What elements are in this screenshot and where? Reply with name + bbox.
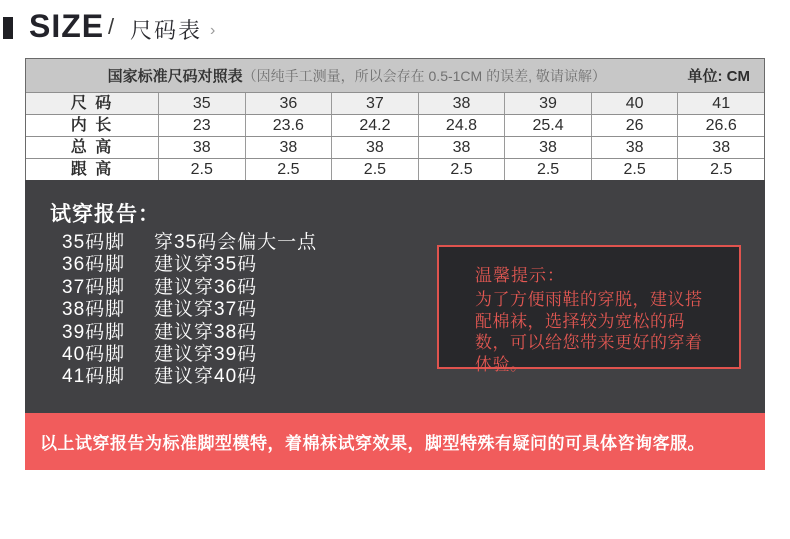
section-heading <box>0 0 790 58</box>
foot-size: 38码脚 <box>62 299 126 321</box>
report-row <box>62 254 317 276</box>
table-row-heel-height <box>26 158 764 180</box>
heel-height-value: 2.5 <box>245 159 332 180</box>
inner-length-value: 24.2 <box>331 115 418 136</box>
size-advice: 穿35码会偏大一点 <box>154 232 318 253</box>
total-height-value: 38 <box>677 137 764 158</box>
table-title-note: （因纯手工测量，所以会存在 0.5-1CM 的误差, 敬请谅解） <box>242 68 606 84</box>
inner-length-value: 25.4 <box>504 115 591 136</box>
size-value: 36 <box>245 93 332 114</box>
total-height-value: 38 <box>418 137 505 158</box>
foot-size: 36码脚 <box>62 254 126 276</box>
size-value: 41 <box>677 93 764 114</box>
warm-tip-box <box>437 245 741 374</box>
report-row <box>62 366 317 388</box>
report-row <box>62 299 317 321</box>
total-height-value: 38 <box>504 137 591 158</box>
report-row <box>62 322 317 344</box>
heading-size-en: SIZE <box>29 8 105 44</box>
size-advice: 建议穿36码 <box>154 276 258 298</box>
size-value: 37 <box>331 93 418 114</box>
row-label: 跟 高 <box>70 161 114 178</box>
heading-size-cn: 尺码表 <box>130 18 203 43</box>
heel-height-value: 2.5 <box>418 159 505 180</box>
inner-length-value: 26.6 <box>677 115 764 136</box>
footer-notice-bar <box>25 413 765 470</box>
table-title <box>26 65 688 86</box>
table-title-bold: 国家标准尺码对照表 <box>107 68 243 85</box>
heel-height-value: 2.5 <box>591 159 678 180</box>
size-value: 39 <box>504 93 591 114</box>
heading-slash: / <box>108 14 115 39</box>
size-advice: 建议穿38码 <box>154 321 258 343</box>
foot-size: 41码脚 <box>62 366 126 388</box>
row-label: 内 长 <box>70 117 114 134</box>
size-value: 40 <box>591 93 678 114</box>
foot-size: 40码脚 <box>62 343 126 365</box>
size-value: 35 <box>158 93 245 114</box>
heel-height-value: 2.5 <box>677 159 764 180</box>
size-advice: 建议穿39码 <box>154 343 258 365</box>
table-row-total-height <box>26 136 764 158</box>
inner-length-value: 26 <box>591 115 678 136</box>
table-row-size <box>26 92 764 114</box>
size-table <box>25 58 765 181</box>
foot-size: 35码脚 <box>62 232 126 253</box>
total-height-value: 38 <box>158 137 245 158</box>
size-advice: 建议穿37码 <box>154 299 258 321</box>
table-unit-label: 单位: CM <box>687 68 750 85</box>
size-table-header <box>26 59 764 92</box>
size-advice: 建议穿35码 <box>154 254 258 276</box>
tip-title: 温馨提示： <box>475 266 565 285</box>
inner-length-value: 23.6 <box>245 115 332 136</box>
try-on-report-section <box>25 180 765 413</box>
report-row <box>62 277 317 299</box>
report-row <box>62 232 317 254</box>
foot-size: 39码脚 <box>62 321 126 343</box>
total-height-value: 38 <box>245 137 332 158</box>
footer-notice-text: 以上试穿报告为标准脚型模特，着棉袜试穿效果，脚型特殊有疑问的可具体咨询客服。 <box>40 434 705 453</box>
row-label: 总 高 <box>70 139 114 156</box>
total-height-value: 38 <box>331 137 418 158</box>
heel-height-value: 2.5 <box>331 159 418 180</box>
size-value: 38 <box>418 93 505 114</box>
heel-height-value: 2.5 <box>504 159 591 180</box>
size-advice: 建议穿40码 <box>154 366 258 388</box>
chevron-right-icon: › <box>210 22 216 39</box>
table-row-inner-length <box>26 114 764 136</box>
heading-accent-bar <box>3 17 13 39</box>
report-title: 试穿报告： <box>50 203 160 226</box>
inner-length-value: 23 <box>158 115 245 136</box>
tip-body: 为了方便雨鞋的穿脱，建议搭配棉袜，选择较为宽松的码数，可以给您带来更好的穿着体验。 <box>475 290 703 374</box>
report-rows <box>62 232 317 389</box>
report-row <box>62 344 317 366</box>
heel-height-value: 2.5 <box>158 159 245 180</box>
row-label: 尺 码 <box>70 95 114 112</box>
foot-size: 37码脚 <box>62 276 126 298</box>
inner-length-value: 24.8 <box>418 115 505 136</box>
total-height-value: 38 <box>591 137 678 158</box>
